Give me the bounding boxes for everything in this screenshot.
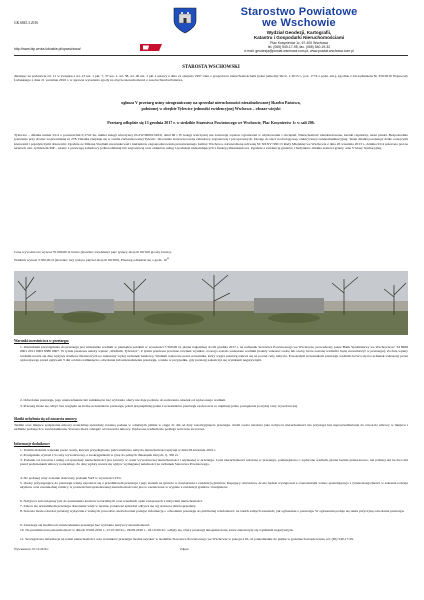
extra-info-10: 10. Na przedmiotową nieruchomość w dniach 03.06.2016 r., 27.07.2016 r., 06.09.2016 r., 18.10.2016 r. odbyły się cztery przetargi nieograniczone, które zakończyły się wynikiem negatywnym. xyxy=(20,528,294,532)
condition-1: 1. Warunkiem przystąpienia do przetargu jest wniesienie wadium w pieniądzu polskim w wysokości 3 500,00 zł, płatne najpóźniej do 09 grudnia 2017 r. na rachunek Starostwa Powiatowego we Wschowie, prowadzony przez Bank Spółdzielczy we Wschowie nr: 34 8669 0001 2011 0003 8380 0007. W tytule przelewu należy wpisać „Wadium, Tylewice”. Z tytułu przelewu powinno również wynikać, za kogo zostało wniesione wadium (należy wskazać osobę lub osoby, które zostaną wadium i będą uczestniczyć w przetargu). Za datę wpłaty wadium uważa się datę wpływu środków finansowych na wskazany wyżej rachunek bankowy. Wadium wpłacone przez uczestnika, który wygra przetarg zalicza się na poczet ceny nabycia. Pozostałym uczestnikom przetargu wadium zwraca się na rachunek wskazany przez wpłacającego przed upływem 3 dni od dnia zamknięcia, odwołania lub unieważnienia przetargu, a także w przypadku, gdy przetarg zakończył się wynikiem negatywnym. xyxy=(20,345,408,363)
bip-url[interactable]: http://www.bip.wrota.lubuskie.pl/spwschowa/ xyxy=(14,47,81,51)
property-description: Tylewice – działka numer 91/4 o powierzchni 0,1722 ha, numer księgi wieczystej ZG1W/00001549/9, dział III i IV księgi wieczystej nie zawierają wpisów ograniczeń w użytkowaniu i obciążeń. Nieruchomość niezabudowana, kształt regularny, teren płaski. Bezpośrednie położenie przy drodze wojewódzkiej nr 278. Działka znajduje się w strefie zurbanizowanej Tylewic. Otoczenie stanowią tereny zabudowy zagrodowej i pól uprawnych. Dostęp do sieci wodociągowej, elektrycznej i telekomunikacyjnej. Teren działki porośnięty dziko rosnącymi krzewami i pojedynczymi drzewami. Zgodnie ze Zmianą Studium uwarunkowań i kierunków zagospodarowania przestrzennego Gminy Wschowa, zatwierdzoną uchwałą Nr XXXV/350/13 Rady Miejskiej we Wschowie z dnia 26 września 2013 r., działka 91/4 położona jest na terenach ozn. symbolem MP – tereny z przewagą zabudowy jednorodzinnej lub zagrodowej oraz obiektów usług i produkcji niekolidujących z funkcją mieszkaniową. Zgodnie z ewidencją gruntów i budynków działka stanowi grunty orne V klasy bonitacyjnej. xyxy=(14,133,408,151)
auction-date: Przetarg odbędzie się 13 grudnia 2017 r. w siedzibie Starostwa Powiatowego we Wschowie, Plac Kosynierów 1c w sali 206. xyxy=(107,120,315,125)
extra-info-8: 8. Starosta może odwołać przetarg wyłącznie z ważnych powodów, niezwłocznie podając informację o odwołaniu przetargu do publicznej wiadomości, na takich samych zasadach, jak ogłoszenie o przetargu. W ogłoszeniu podaje się także przyczynę odwołania przetargu. xyxy=(20,509,405,513)
extra-info-1: 1. Termin złożenia wniosku przez osoby, którym przysługiwało pierwszeństwo nabycia nieruchomości upłynął w dniu 06 kwietnia 2016 r. xyxy=(20,448,217,452)
deposit-hour-sup: 00 xyxy=(166,257,170,260)
header-divider xyxy=(14,55,408,56)
announcement-line-1: ogłasza V przetarg ustny nieograniczony na sprzedaż nieruchomości niezabudowanej Skarbu Państwa, xyxy=(121,100,301,105)
deposit-line xyxy=(14,257,408,263)
posted-date: Wywieszono: 07.12.2016 r. xyxy=(14,547,49,551)
condition-3: 3. Przetarg może się odbyć bez względu na liczbę uczestników przetargu, jeżeli przynajmniej jeden z uczestników przetargu zaoferował co najmniej jedno postąpienie powyżej ceny wywoławczej. xyxy=(20,404,299,408)
extra-info-3: 3. Podatek od towarów i usług od sprzedaży nieruchomości jest zawarty w cenie wywoławczej nieruchomości i uzyskanej w przetargu. Cena nieruchomości ustalona w przetargu, pomniejszona o wpłacone wadium, płatna będzie jednorazowo, nie później niż na dwa dni przed podpisaniem umowy notarialnej. Za datę wpłaty uważa się wpływ wymaganej należności na rachunek Starostwa Powiatowego. xyxy=(20,458,408,467)
extra-info-5: 5. Osoby przystępujące do przetargu winny zapoznać się z przedmiotem przetargu i jego stanem na gruncie w nawiązaniu z ewidencją gruntów. Kupujący oświadcza, że nie będzie występował z roszczeniami wobec sprzedającego z tytułu niezgodności w zakresie rodzaju użytków oraz ewentualnej różnicy w powierzchni sprzedawanej nieruchomości niż jest to zaznaczone w wypisie z ewidencji gruntów i budynków. xyxy=(20,481,408,490)
extra-info-11: 11. Szczegółowe informacje na temat nieruchomości oraz warunków przetargu można uzyskać w siedzibie Starostwa Powiatowego we Wschowie w pokoju 219, od poniedziałku do piątku w godzinach urzędowania, tel. (65) 540-17-95. xyxy=(20,537,355,541)
extra-info-2: 2. Postąpienie wynosi 1% ceny wywoławczej, z zaokrągleniem w górę do pełnych dziesiątek złotych, tj. 350 zł. xyxy=(20,453,179,457)
extra-info-4: 4. Do podanej ceny zostanie doliczony podatek VAT w wysokości 23%. xyxy=(20,476,122,480)
department-line-2: Katastru i Gospodarki Nieruchomościami xyxy=(253,35,345,40)
contract-paragraph: Termin oraz miejsce podpisania umowy notarialnej sprzedaży zostaną podane w odrębnym piśmie w ciągu 21 dni od daty rozstrzygnięcia przetargu. Jeżeli osoba ustalona jako nabywca nieruchomości nie przystąpi bez usprawiedliwienia do zawarcia umowy w miejscu i terminie podanych w zawiadomieniu, Starosta może odstąpić od zawarcia umowy. Wpłacone wadium nie podlega wówczas zwrotowi. xyxy=(14,423,408,432)
bip-logo-icon xyxy=(140,44,162,51)
property-photo-drawing xyxy=(14,271,408,335)
department-line-1: Wydział Geodezji, Kartografii, xyxy=(266,30,332,35)
contract-heading: Skutki uchylenia się od zawarcia umowy: xyxy=(14,417,78,421)
removed-date: Zdjęto: xyxy=(180,547,190,551)
announcement-line-2: położonej w obrębie Tylewice jednostki ewidencyjnej Wschowa – obszar wiejski xyxy=(141,106,281,111)
extra-info-heading: Informacje dodatkowe: xyxy=(14,442,51,446)
office-title xyxy=(214,7,384,29)
office-address xyxy=(214,41,384,53)
address-line-3: e-mail: geodezja@powiat.wschowa.com.pl, www.powiat.wschowa.com.pl xyxy=(244,49,354,53)
page-title: STAROSTA WSCHOWSKI xyxy=(182,65,240,70)
reference-number: GK.6845.3.2016 xyxy=(14,21,39,25)
condition-2: 2. Odwołanie przetargu, jego unieważnienie lub zamknięcie bez wybrania oferty nie daje podstaw do naliczania odsetek od wpłaconego wadium. xyxy=(20,398,227,402)
address-line-1: Plac Kosynierów 1c, 67-400 Wschowa xyxy=(270,41,328,45)
address-line-2: tel. (065) 540-17-95, fax. (065) 540-19-32 xyxy=(267,45,331,49)
intro-paragraph: działając na podstawie art. 11 w związku z art. 23 ust. 1 pkt. 7, 37 ust. 1, art. 38, art. 40 ust. 1 pkt 1 ustawy z dnia 21 sierpnia 1997 roku o gospodarce nieruchomościami (tekst jednolity Dz.U. z 2015 r., poz. 1774 z późn. zm.), zgodnie z Zarządzeniem Nr 350/2010 Wojewody Lubuskiego z dnia 21 września 2010 r. w sprawie wyrażenia zgody na zbycie nieruchomości z zasobu Skarbu Państwa, xyxy=(14,74,408,83)
county-crest-icon xyxy=(172,6,198,34)
extra-info-7: 7. Zaleca się uczestnikom przetargu dokonanie wizji w terenie, ponieważ sprzedaż odbywa się wg stanu na dzień sprzedaży. xyxy=(20,504,197,508)
property-photo xyxy=(14,271,408,335)
deposit-text: Wadium wynosi 3 500,00 zł (słownie: trzy tysiące pięćset złotych 00/100). Przetarg odbędzie się o godz. 10 xyxy=(14,258,167,263)
extra-info-9: 9. Zastrzega się możliwość unieważnienia przetargu bez wybrania nabywcy nieruchomości. xyxy=(20,523,151,527)
office-title-line-2: we Wschowie xyxy=(262,17,336,29)
extra-info-6: 6. Nabywca zobowiązany jest do poniesienia kosztów notarialnych oraz wszelkich opłat związanych z nabyciem nieruchomości. xyxy=(20,499,203,503)
department-name xyxy=(214,30,384,40)
conditions-heading: Warunki uczestnictwa w przetargu: xyxy=(14,339,69,343)
office-title-line-1: Starostwo Powiatowe xyxy=(240,6,358,18)
price-line: Cena wywoławcza wynosi 35 000,00 zł brutto (słownie: trzydzieści pięć tysięcy złotych 00/100 groszy brutto). xyxy=(14,250,172,254)
